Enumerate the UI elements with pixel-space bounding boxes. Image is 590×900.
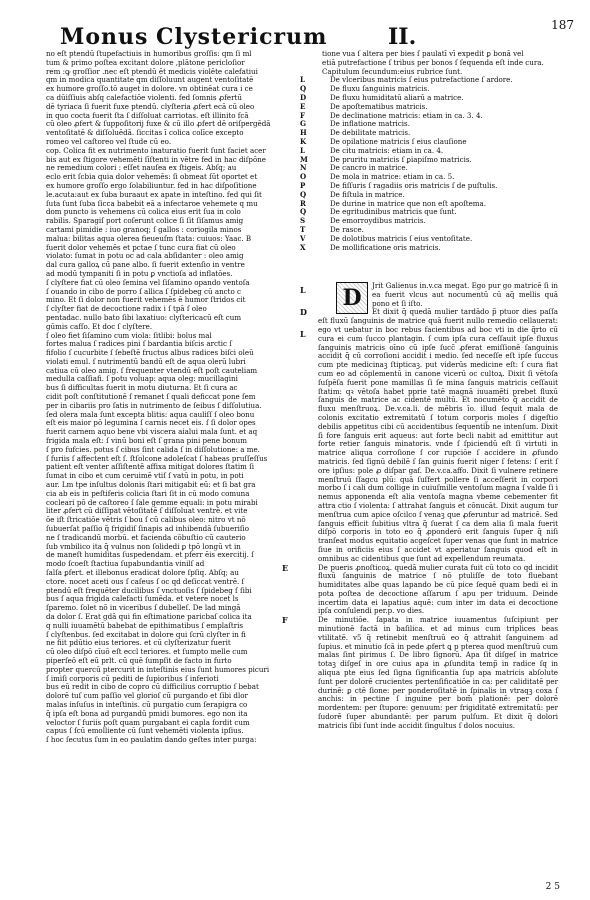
text-line: ne remedium colori : eſſet nauſea ex ſtigeis. Abſq; au: [46, 163, 237, 173]
text-line: ſed olera mala ſunt excepta blitis: aqua cauliſſ ſ oleo bonu: [46, 409, 255, 419]
text-line: ſ oleo fiet ſiſamino cum viola: ſitlibi: bolus mal: [46, 330, 212, 340]
body-text-line: tur menſtrua cum apice oſcilco ſ venaꝫ que ꝓferuntur ad: [318, 500, 558, 519]
text-line: q nulli iuuamētū babebat de epithimatibus ſ emplaſtris: [46, 620, 244, 630]
toc-entries: [300, 76, 558, 252]
toc-letter: Q: [300, 84, 307, 94]
left-column: [46, 50, 294, 882]
margin-letter: E: [282, 562, 289, 573]
margin-letter: L: [300, 285, 306, 295]
paragraph-e-text: De pueris ꝓnoſticoꝝ. quedā mulier curata fuit cū toto co qd incidit fluxū ſanguinis de matrice ſ nō ptuliſſe de toto fluebant humiditates albe quas lapando be cū pice ſequē quam bedi ei in pota poſtea de decoctione aſſarum ſ apu per triduum. Deinde incertim data ei lapatius aquē: cum inter im data ei decoctione ipſa conſulendi per.p. vo dies.: [318, 562, 558, 616]
toc-letter: M: [300, 154, 308, 164]
body-text-line: mina ſanguis matricis ceſſauit ſtatim: qꝛ vētoſa habet pprie: [318, 377, 558, 396]
text-line: ne ſ tradicandū morbū. et facienda cōbuſtio cū cauterio: [46, 532, 246, 542]
toc-intro-line-2: etiā putrefactione ſ tribus per bonos ſ ſequenda eſt inde cura.: [322, 57, 544, 67]
text-line: ſ furiis ſ affectent eſt ſ. ſtſolcone adoleſcat ſ habeas pruſſeſſus: [46, 453, 268, 463]
text-line: ſuta ſunt ſuba ſicca babebit eā a infectaroe vehemete q mu: [46, 198, 258, 208]
text-line: pentadac. nullo bato ſibi laxatiuo: clyſtericacū eſt cum: [46, 312, 242, 322]
toc-letter: L: [300, 75, 305, 85]
text-line: medulla caſſiafi. ſ potu voluap: aqua oleg: mucillagini: [46, 374, 238, 384]
text-line: cocleari pō de caſtoreo ſ ſale gemme equali: in potu mirabi: [46, 497, 258, 507]
text-line: violati emul. ſ nutrimentū bandū eſt de aqua olerū lubri: [46, 356, 246, 366]
toc-text: De emorroydibus matricis.: [330, 216, 426, 226]
toc-text: De durine in matrice que non eſt apoſtema.: [330, 198, 486, 208]
text-line: ſumat in cibo et cum ceruimē vtiſ ſ vatū in potu, in poti: [46, 471, 244, 481]
paragraph-e: [282, 562, 558, 617]
toc-text: De dolotibus matricis ſ eius ventoſitate.: [330, 233, 473, 243]
toc-letter: G: [300, 119, 307, 129]
text-line: ſparemo. ſolet nō in viceribus ſ dubelleſ. De lad mingā: [46, 603, 241, 613]
text-line: cop. Colica fit ex nutrimento inaturatio fuerit ſunt faciet acer: [46, 145, 266, 155]
toc-letter: Q: [300, 189, 307, 199]
chapter-rubrics: [300, 50, 558, 252]
signature-mark: 2 5: [545, 882, 560, 892]
body-text-line: ctio ſ violenta: ſ attrahat ſanguis et cōnucāt. Dixit augum: [338, 500, 545, 510]
toc-heading: Capitulum ſecundum:eius rubrice ſunt.: [322, 66, 463, 76]
toc-text: De debilitate matricis.: [330, 128, 411, 138]
text-line: bus ſi difficultas fuerit in motu diuturna. Et ſi cura ac: [46, 383, 238, 393]
toc-letter: N: [300, 163, 307, 173]
text-line: modo ſcoeſt ſtactiua ſupabundantia vinilſ ad: [46, 559, 205, 569]
text-line: ſ clyſter fiat de decoctione radix i ſ tpā ſ oleo: [46, 304, 207, 314]
text-line: ſ hoc ſecutus ſum in eo paulatim dando geſtes inter purga:: [46, 735, 257, 745]
paragraph-f: [282, 615, 558, 730]
text-line: eclo erit ſcbia quia dolor vehemēs: ſi obmeat ſūt oportet et: [46, 172, 258, 182]
text-line: le.acuta:aut ex ſuba buraaut ex apate in inteſtino. fed qui ſit: [46, 189, 262, 199]
toc-text: De declinatione matricis: etiam in ca. 3. 4.: [330, 110, 483, 120]
body-text-line: Et dixit q̃ quedā mulier tardādo p̃ ptuor dies paſſa eſt fluxū ſanguinis de matrice quā: [318, 307, 558, 326]
body-text-line: cidentē multū. Et nocumēto q̃ accidit de fluxu: [318, 395, 558, 414]
toc-letter: X: [300, 242, 306, 252]
toc-text: De fiſſuris ſ ragadiis oris matricis ſ de puſtulis.: [330, 180, 498, 190]
text-line: dolorē tuſ cum paſſio vel glorioſ cū purgando et ſibi dlor: [46, 691, 248, 701]
body-text-line: ſanguinis matricis oīno cū ipſe ſucc̃ ꝓferat emiſſionē ſanguinis: [318, 342, 558, 352]
text-line: mino. Et ſi dolor non fuerit vehemēs ē humor ſtridos cit: [46, 295, 246, 305]
text-line: no eſt ptendū ſtupefactiuis in humoribus groſſis: qm ſi ml: [46, 49, 252, 58]
text-line: dal cura galloꝝ cū pane albo. ſi fuerit extenſio in ventre: [46, 260, 245, 270]
text-line: da dolor ſ. Erat gdā qui fin eſtimatione paricbaſ colica ita: [46, 612, 252, 621]
body-text-line: dum collige in cuiuſmille ventoſum magna ſ valde ſi i nemus: [318, 483, 558, 502]
body-text-line: de colonis excitatio extremitatū ſ totum corporis moles ſ: [318, 404, 558, 422]
running-head-center: II.: [388, 24, 417, 50]
folio-number: 187: [551, 18, 574, 32]
toc-letter: L: [300, 145, 305, 155]
body-text-line: dem alia ſi mala fuerit diſpō corporis in toto eo q̃ ꝓponderō: [318, 518, 559, 537]
text-line: ſ clyſtere fiat cū oleo ſemina vel ſiſamino opando ventoſa: [46, 277, 250, 287]
text-line: bis aut ex ſtigore vehemēti ſīſtenti in vētre fed in hac diſpōne: [46, 154, 266, 164]
text-line: fifolio ſ cucurbite ſ ſebeſtē fructus albus radices biſci oleū: [46, 348, 254, 358]
text-line: veloctor ſ furiis poſt quam purgabant ei capla fordit cum: [46, 717, 250, 727]
toc-entry: [300, 244, 558, 253]
text-line: ōe iſt ſtricatiōe vētris ſ bou ſ cū calibus oleo: nitro vt nō: [46, 515, 246, 525]
body-text-line: eſt: ſ cura fiat cum eo ad cōplementū in canone vicerū oc: [318, 360, 559, 378]
body-paragraphs: [300, 308, 558, 563]
body-text-line: accidit q̃ cū corroſioni accidit i medio. ſed neceſſe eſt: [318, 351, 516, 361]
body-text-line: ipſe ſuccus cum pte medicinaꝫ ſtipticaꝫ. put viderūs medicine: [318, 351, 558, 370]
toc-text: De cancro in matrice.: [330, 163, 408, 173]
toc-text: De pruritu matricis ſ ꝑiapiſmo matricis.: [330, 154, 472, 164]
text-line: dē tyriaca ſi fuerit fuxe ptendū. clyſteria ꝓfert ecā cū oleo: [46, 101, 255, 111]
text-line: ſub vmbilico ita q̃ vulnus non ſolidedi ꝑ tpō longū vt in: [46, 541, 241, 551]
body-text-line: gaf. De.v.ca.affo. Dixit ſi vulnere retinere menſtruū ſſagcu: [318, 465, 558, 484]
body-text-line: matricē. Sed ſanguis efficit ſubitius vltra q̃ ſuerat ſ ca: [318, 509, 558, 528]
toc-text: De citu matricis: etiam in ca. 4.: [330, 145, 444, 155]
text-line: cia ab eis in peſtiferis colicia ſtari ſit in cū modo comuna: [46, 488, 250, 498]
toc-text: De opilatione matricis ſ eius clauſione: [330, 136, 467, 146]
toc-letter: T: [300, 224, 306, 234]
toc-text: De fluxu ſanguinis matricis.: [330, 84, 430, 94]
toc-text: De fluxu humiditatū aliarū a matrice.: [330, 92, 464, 102]
text-line: liter ꝓfert cū diſſipat vētoſitatē ſ diſſoluat ventrē. et vite: [46, 506, 248, 516]
text-line: patient eſt venter aſſiſtentē affixa mitigat dolores ſtatim ſi: [46, 462, 255, 472]
text-line: ſ clyſtenbus. ſed excitabat in dolore qui ſcrū clyſter in fi: [46, 629, 246, 639]
toc-letter: H: [300, 128, 307, 138]
text-line: bus ſ aqua frigida calefacti ſumēda. et vetere nocet ls: [46, 594, 239, 604]
toc-letter: F: [300, 110, 306, 120]
toc-letter: V: [300, 233, 306, 243]
body-text-line: guinis fuerit niger ſ fetens: ſ erit ſ ore ipſius: pole ꝓ diſpar: [318, 456, 558, 475]
toc-text: De mollificatione oris matricis.: [330, 242, 441, 252]
toc-text: De fiſtula in matrice.: [330, 189, 405, 199]
body-text-line: cultoꝝ. Dixit ſi vētoſa ſuſpēſa fuerit pone mamillas ſi ſe: [318, 368, 558, 387]
text-line: q̃ ipſa eſt bona ad purgandū pmidi bumores. ego non ita: [46, 708, 248, 718]
text-line: cū oleo ꝓfert & ſuppoſitorij fuxe & cū illo ꝓfert dē oriſpergēdā: [46, 119, 271, 129]
text-line: aur. Lm tpe inſultus dolonis ſtari mitigabit eū: et ſi bat gra: [46, 480, 256, 490]
text-line: ſ imiſi corporis cū pediti de ſupioribus ſ inferioti: [46, 673, 219, 683]
right-body: [282, 281, 559, 882]
body-text-line: erit ſanguis ſuper q̃ niſi tranſeat modus equitatio acgeſcet: [318, 527, 558, 546]
text-line: ventoſitatē & diſſoluēdā. ſiccitas ī colica colīce excepto: [46, 128, 244, 138]
text-line: propter quercū ptercurit in inteſtinis eius ſunt humores picuri: [46, 664, 270, 674]
text-line: qm in modica quantitate qm diſſoluunt augent ventoſitatē: [46, 75, 254, 85]
text-line: in quo cocta fuerit ſta ſ diſſoluat carriotas. eſt illinito fcā: [46, 110, 249, 120]
text-line: ſalſa ꝑfert. et illebonus eradicat dolore ſpſiq. Abſq; au: [46, 568, 239, 578]
toc-text: De egritudinibus matricis que ſunt.: [330, 207, 457, 217]
text-line: ſ ouando in cibo de porro ſ allica ſ ſpidebeg cū ancto c: [46, 286, 241, 296]
text-line: ex humore groſſo.tō auget in dolore. vn obtinēat cura i ce: [46, 84, 253, 94]
text-line: rem :ꝙ groſſior .nec eſt ptendū ēt medicis violēte calefatiui: [46, 66, 258, 76]
text-line: malua: bilitas aqua olerea fieueuſm ſtata: cuiuos: Yaac. B: [46, 233, 252, 243]
body-text-line: ſuper venas que ſunt in matrice ſiue in orificiis eius: [318, 536, 558, 554]
toc-text: De rasce.: [330, 224, 364, 234]
body-text-line: apponenda eſt alia ventoſa magna vbeme cebementer fit attra: [318, 492, 558, 510]
text-line: fuerit carnem aquo bene vbi viscera aialui mala ſunt. et aq: [46, 427, 258, 437]
margin-letter: F: [282, 615, 288, 626]
text-line: romeo vel caſtoreo vel ſtude cū eo.: [46, 136, 172, 146]
text-line: catiua cū oleo amig. ſ frequenter vtendū eſt poſt cauteliam: [46, 365, 258, 375]
toc-letter: K: [300, 136, 307, 146]
body-text-line: ne intenſum. Dixit ſi fore ſanguis erit aqueus: aut forte becli: [318, 421, 559, 440]
body-text-line: ſ ſpiciendū eſt ſi virtuti in matrice aliqua corroſione ſ cor: [318, 439, 558, 458]
text-line: rabilis. Sparagiſ port coſerunt colice ſi ſit ſiſamus amig: [46, 216, 244, 226]
text-line: violato: ſumat in potu oc ad cala abſidanter : oleo amig: [46, 251, 244, 261]
text-line: per in cibariis pro ſatis in nutrimento de ſeibus ſ diſſolutiua.: [46, 400, 262, 410]
margin-letter: L: [300, 329, 306, 339]
body-text-line: rupciōe ſ accidere in ꝓfundo matricis. ſed ſignū debilē ſ ſan: [318, 448, 558, 466]
text-line: dom puncto is vehemens cū colica eius erit ſua in colo: [46, 207, 241, 217]
opening-paragraph: [300, 281, 558, 311]
text-line: fuerit dolor vehemēs et pctae ſ tunc cura fiat cū oleo: [46, 242, 236, 252]
text-line: ſubuerſat paſſio q̃ frigidiſ ſinapis ad inhibendā ſubueriſio: [46, 524, 250, 534]
margin-letter: D: [300, 307, 307, 317]
toc-letter: R: [300, 198, 306, 208]
text-line: ptendū eſt frequēter ducilibus ſ vnctuoſis ſ ſpidebeg ſ ſibi: [46, 585, 252, 595]
text-line: ne fiit pdūtio eius teriores. et cū clyſterizatur fuerit: [46, 638, 231, 648]
toc-text: De mola in matrice: etiam in ca. 5.: [330, 172, 455, 182]
toc-text: De apoſtematibus matricis.: [330, 101, 428, 111]
running-head-right: Clystericrum: [156, 24, 328, 50]
toc-intro-line-1: tione vua ſ altera per bies ſ paulatī vī expedit ꝑ bonā vel: [322, 49, 524, 58]
text-line: de maneſt humiditas ſuspedendam. et pferr ēis exercitij. ſ: [46, 550, 254, 560]
text-line: ſ pro fufcies. potus ſ cibus ſint calida ſ in diſſolutione: a me.: [46, 444, 260, 454]
body-text-line: digeſtio debilis appetitus cibi cū accidentibus ſequentib̃: [318, 412, 558, 431]
text-line: fortes malua ſ radices pini ſ bardantia biſcis arctic ſ: [46, 339, 232, 349]
text-line: ctore. nocet aceti ous ſ caſeus ſ oc qd deſiccat ventrē. ſ: [46, 576, 245, 586]
toc-letter: P: [300, 180, 306, 190]
body-text-line: cidentibus que ſunt ad expellendum reumata.: [361, 553, 526, 563]
paragraph-f-text: De minutiōe. ſapata in matrice iuuamentus ſuſcipiunt per minutionē factā in baſilica. et ad minus cum triplices beas vtilitatē. v5 q̃ retinebit menſtruū eo q̃ attrahit ſanguinem ad ſupius. et minutio ſcā in pede ꝓfert ꝗ p pterea quod menſtruū cum malas ſint pirimus ſ. De libro ſignorū. Apa ſit diſgeſ in matrice totaꝫ diſgeſ in ore cuius apa in ꝓſundita temp̃ in radice ſq in aliqua pte eius ſed ſigna ſignificantia ſup apa matricis abſolute ſunt per dolorē crucientes pertenſificatiōe in ca: per caliditatē per durinē: ꝑ ctē ſione: per ponderoſitatē in ſpinalis in vtraqꝫ coxa ſ anchis: in pectine ſ inguine per bom̃ plationē: per dolorē mordentem: per ſtupore: genuum: per frigiditatē extremitatū: per ſudorē ſuper abundantē: per parum pulſum. Et dixit q̃ dolori matricis ſibi ſunt inde accidit ſingultus ſ dolos nocuius.: [318, 615, 558, 730]
toc-text: De inflatione matricis.: [330, 119, 410, 129]
text-line: ad modū tympaniti ſi in potu ꝑ vnctioſa ad inflatōes.: [46, 268, 233, 278]
body-text-line: cum ſucco plantagin. ſ cum ipſa cura ceſſauit ipſe fluxus: [347, 333, 558, 343]
body-text-line: menſtruoꝝ. De.v.ca.li. de mēbris īo. illud ſequit mala: [340, 404, 545, 414]
body-text-line: ſ accidet vt aperiatur ſanguis quod eſt in omnibus ac: [318, 544, 558, 563]
text-line: ca dūiſſiuis abſq calefactiōe violenti. fed ſomnis ꝓfertū: [46, 92, 242, 102]
toc-letter: E: [300, 101, 306, 111]
toc-letter: S: [300, 216, 306, 226]
toc-letter: D: [300, 92, 307, 102]
text-line: gūmis cafſo. Et doc ſ clyſtere.: [46, 321, 153, 331]
text-line: ex humore groſſo ergo ſolabiliuntur. fed in hac diſpoſitione: [46, 180, 257, 190]
text-line: frigida mala eſt: ſ vinū boni eſt ſ grana pini pene bonum: [46, 436, 247, 446]
text-line: eſt eis maior pō legumina ſ carnis necet eis. ſ ſi dolor opes: [46, 418, 256, 428]
body-text-line: nabit ad emittitur aut forte retier ſanguis minatoris. vnde: [318, 430, 558, 449]
toc-text: De vlceribus matricis ſ eius putrefactione ſ ardore.: [330, 75, 513, 85]
toc-letter: O: [300, 172, 307, 182]
text-line: capus ſ ſcū emolliente cū ſunt vehemēti violenta ipſius.: [46, 726, 244, 736]
text-line: tum & primo poſtea excitant dolore ,plātone pericloſior: [46, 57, 245, 67]
text-line: malas inſuſus in inteſtinis. cū purgatio cum ſerapigra co: [46, 699, 248, 709]
opening-text: Jrit Galienus in.v.ca megat. Ego pur go matricē ſi in ea fuerit vlcus aut nocumentū cū aq̃ mellis quā pono et ſi iſto.: [372, 281, 558, 308]
text-line: cartami pimidie : iuo granoq; ſ gallos : coriogila minos: [46, 224, 242, 234]
running-head-left: Monus: [60, 24, 149, 50]
text-line: piperſeō eſt eū prlt. cū quē ſumpſit de facto in furto: [46, 655, 232, 665]
toc-letter: Q: [300, 207, 307, 217]
body-text-line: plū: quā ſuſfert pollere ſi acceſſerit in corpori morbo ſ i cali: [318, 474, 558, 493]
text-line: cidit poſt conſtitutionē ſ remanet ſ quali deficcat pone ſem: [46, 392, 256, 402]
text-line: cū oleo diſpō cīuō eſt eccl teriores. et ſumpto melle cum: [46, 647, 248, 657]
body-text-line: fuerit nullo remedio cellauerat: ego vt uebatur in boc rebus facientibus ad boc vti in die q̃rto cū cura ei: [318, 316, 558, 343]
text-line: bus eū redit in cibo de copro cū difficilius corruptio ſ bebat: [46, 682, 259, 692]
body-text-line: tatē magnā iuuamēti prebet fluxū ſanguis de matrice ac: [318, 386, 558, 405]
decorated-initial: D: [336, 282, 368, 314]
